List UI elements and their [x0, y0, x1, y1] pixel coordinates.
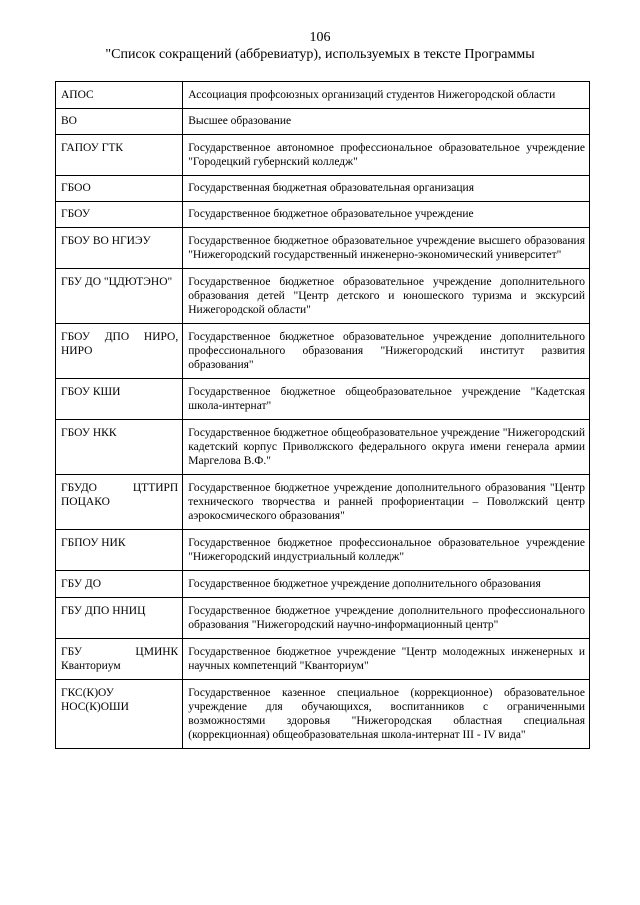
table-row	[56, 109, 590, 135]
definition-cell: Государственное бюджетное учреждение дополнительного профессионального образования "Нижегородский научно-информационный центр"	[183, 598, 590, 639]
definition-cell: Ассоциация профсоюзных организаций студентов Нижегородской области	[183, 82, 590, 109]
definition-cell: Государственное бюджетное образовательное учреждение дополнительного образования детей "Центр детского и юношеского туризма и экскурсий Нижегородской области"	[183, 269, 590, 324]
table-row	[56, 639, 590, 680]
abbreviation-cell: ГКС(К)ОУ НОС(К)ОШИ	[56, 680, 183, 749]
abbreviation-cell: ГБУ ДО "ЦДЮТЭНО"	[56, 269, 183, 324]
definition-cell: Государственная бюджетная образовательная организация	[183, 176, 590, 202]
definition-cell: Высшее образование	[183, 109, 590, 135]
table-row	[56, 598, 590, 639]
table-row	[56, 420, 590, 475]
table-row	[56, 475, 590, 530]
abbreviation-cell: ГБОУ ДПО НИРО, НИРО	[56, 324, 183, 379]
abbreviation-cell: ГБОУ ВО НГИЭУ	[56, 228, 183, 269]
definition-cell: Государственное бюджетное образовательное учреждение высшего образования "Нижегородский государственный инженерно-экономический университет"	[183, 228, 590, 269]
abbreviation-cell: ГБУДО ЦТТИРП ПОЦАКО	[56, 475, 183, 530]
document-title: "Список сокращений (аббревиатур), используемых в тексте Программы	[105, 47, 535, 62]
table-row	[56, 82, 590, 109]
definition-cell: Государственное бюджетное учреждение дополнительного образования	[183, 571, 590, 598]
abbreviation-cell: АПОС	[56, 82, 183, 109]
table-row	[56, 135, 590, 176]
table-row	[56, 379, 590, 420]
abbreviation-cell: ГБОУ	[56, 202, 183, 228]
abbreviation-cell: ГБОУ НКК	[56, 420, 183, 475]
definition-cell: Государственное бюджетное профессиональное образовательное учреждение "Нижегородский индустриальный колледж"	[183, 530, 590, 571]
definition-cell: Государственное бюджетное образовательное учреждение	[183, 202, 590, 228]
table-row	[56, 680, 590, 749]
definition-cell: Государственное бюджетное учреждение "Центр молодежных инженерных и научных компетенций "Кванториум"	[183, 639, 590, 680]
abbreviation-cell: ГБУ ДПО ННИЦ	[56, 598, 183, 639]
abbreviation-cell: ВО	[56, 109, 183, 135]
table-row	[56, 530, 590, 571]
abbreviation-cell: ГБУ ЦМИНК Кванториум	[56, 639, 183, 680]
definition-cell: Государственное автономное профессиональное образовательное учреждение "Городецкий губернский колледж"	[183, 135, 590, 176]
definition-cell: Государственное казенное специальное (коррекционное) образовательное учреждение для обучающихся, воспитанников с ограниченными возможностями здоровья "Нижегородская областная специальная (коррекционная) общеобразовательная школа-интернат III - IV вида"	[183, 680, 590, 749]
definition-cell: Государственное бюджетное общеобразовательное учреждение "Нижегородский кадетский корпус Приволжского федерального округа имени генерала армии Маргелова В.Ф."	[183, 420, 590, 475]
table-row	[56, 202, 590, 228]
abbreviation-cell: ГБУ ДО	[56, 571, 183, 598]
table-row	[56, 324, 590, 379]
table-row	[56, 269, 590, 324]
abbreviation-cell: ГБПОУ НИК	[56, 530, 183, 571]
definition-cell: Государственное бюджетное образовательное учреждение дополнительного профессионального образования "Нижегородский институт развития образования"	[183, 324, 590, 379]
page-number: 106	[309, 30, 331, 45]
abbreviation-cell: ГБОО	[56, 176, 183, 202]
definition-cell: Государственное бюджетное учреждение дополнительного образования "Центр технического творчества и ранней профориентации – Поволжский центр аэрокосмического образования"	[183, 475, 590, 530]
abbreviation-cell: ГАПОУ ГТК	[56, 135, 183, 176]
table-row	[56, 228, 590, 269]
table-row	[56, 571, 590, 598]
abbreviations-table	[55, 81, 590, 749]
definition-cell: Государственное бюджетное общеобразовательное учреждение "Кадетская школа-интернат"	[183, 379, 590, 420]
abbreviation-cell: ГБОУ КШИ	[56, 379, 183, 420]
table-row	[56, 176, 590, 202]
